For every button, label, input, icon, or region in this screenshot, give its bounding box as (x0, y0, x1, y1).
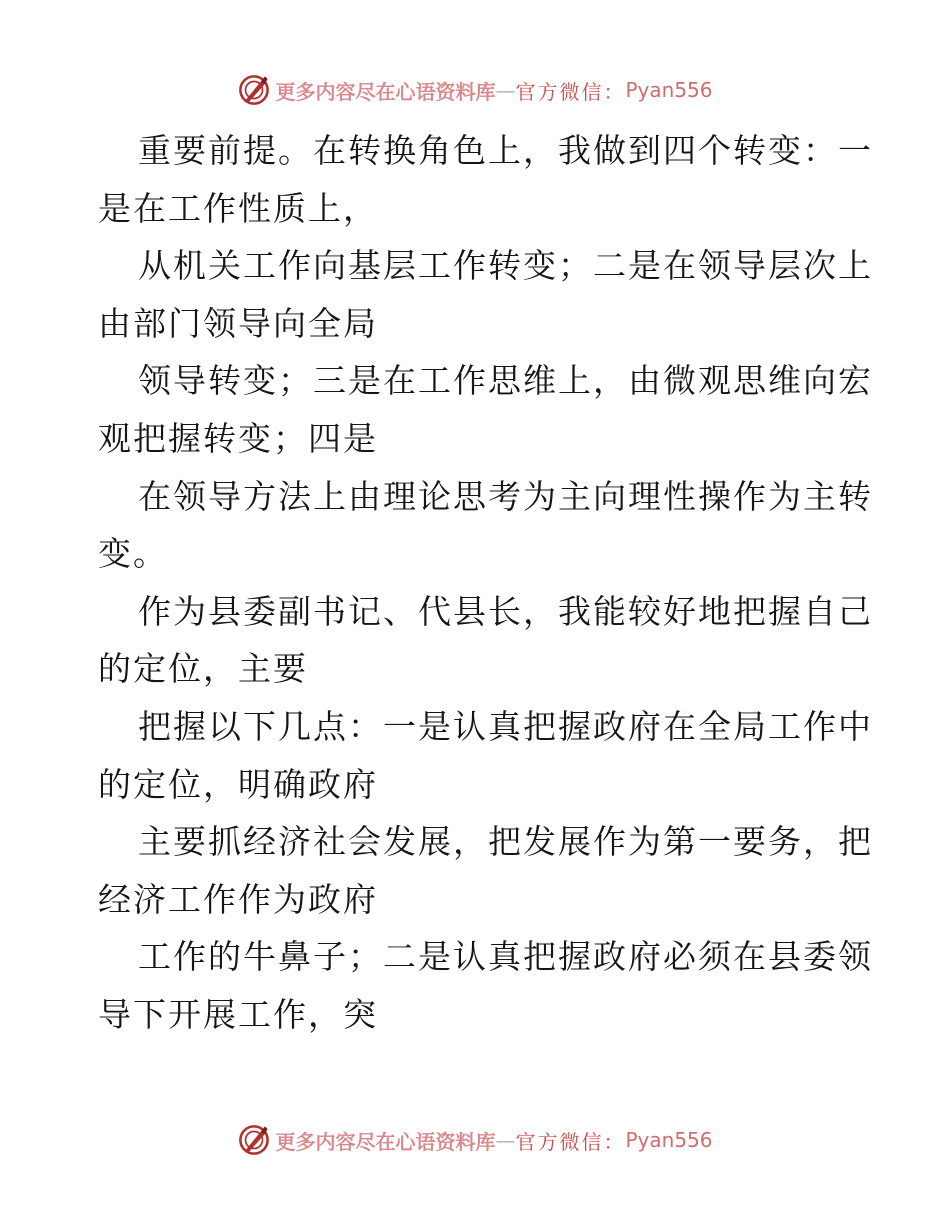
text-line: 经济工作作为政府 (98, 879, 378, 919)
text-line: 在领导方法上由理论思考为主向理性操作为主转 (138, 476, 873, 516)
watermark-wechat-label: 官方微信： (515, 79, 626, 104)
watermark-dash: — (495, 1128, 516, 1152)
watermark-dash: — (495, 78, 516, 102)
text-line: 的定位，明确政府 (98, 764, 378, 804)
document-body (98, 122, 873, 1044)
pen-logo-icon (237, 73, 271, 107)
text-line: 重要前提。在转换角色上，我做到四个转变：一 (138, 131, 873, 170)
header-watermark (0, 70, 950, 110)
text-line: 由部门领导向全局 (98, 303, 378, 343)
text-line: 主要抓经济社会发展，把发展作为第一要务，把 (138, 822, 873, 862)
pen-logo-icon (237, 1123, 271, 1157)
text-line: 工作的牛鼻子；二是认真把握政府必须在县委领 (138, 937, 873, 977)
text-line: 变。 (98, 534, 168, 574)
watermark-wechat-id: Pyan556 (625, 78, 713, 102)
text-line: 把握以下几点：一是认真把握政府在全局工作中 (138, 706, 873, 746)
text-line: 是在工作性质上， (98, 188, 378, 228)
text-line: 从机关工作向基层工作转变；二是在领导层次上 (138, 246, 873, 286)
footer-watermark (0, 1120, 950, 1160)
text-line: 观把握转变；四是 (98, 418, 378, 458)
watermark-wechat-id: Pyan556 (625, 1128, 713, 1152)
text-line: 作为县委副书记、代县长，我能较好地把握自己 (138, 591, 873, 631)
text-line: 的定位，主要 (98, 649, 308, 689)
watermark-text: 更多内容尽在心语资料库 (275, 79, 496, 104)
watermark-text: 更多内容尽在心语资料库 (275, 1129, 496, 1154)
text-line: 导下开展工作，突 (98, 994, 378, 1034)
text-line: 领导转变；三是在工作思维上，由微观思维向宏 (138, 361, 873, 401)
watermark-wechat-label: 官方微信： (515, 1129, 626, 1154)
